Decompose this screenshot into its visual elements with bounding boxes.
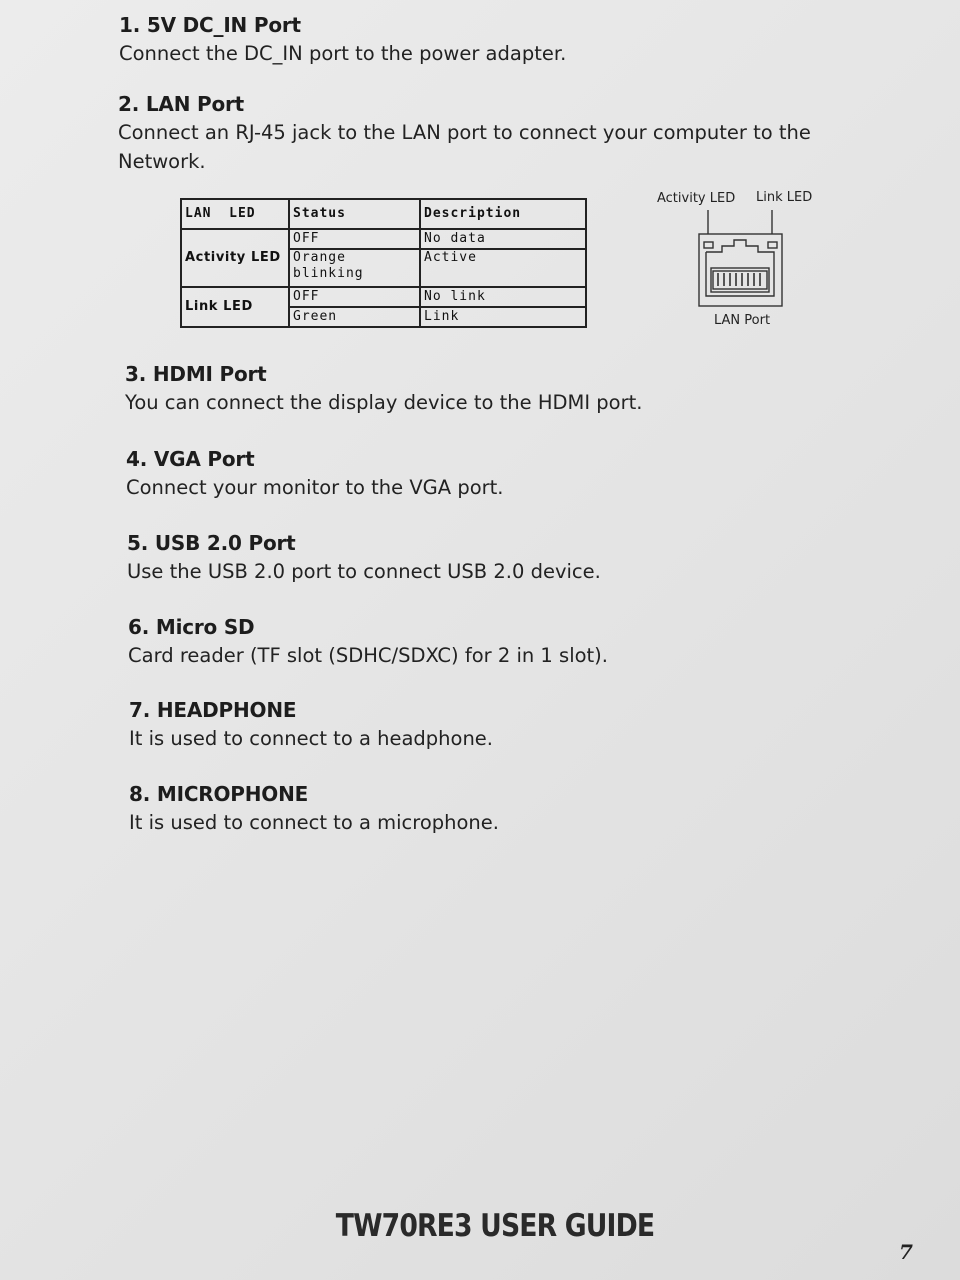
description-cell: No data: [420, 229, 586, 249]
section-body: You can connect the display device to the HDMI port.: [125, 391, 643, 414]
section-usb: [127, 530, 887, 586]
section-title: 1. 5V DC_IN Port: [119, 13, 301, 37]
section-lan: [118, 91, 818, 176]
header-lan-led: LAN LED: [181, 199, 289, 229]
activity-led-caption: Activity LED: [657, 191, 736, 206]
section-title: 7. HEADPHONE: [129, 698, 297, 722]
status-cell: Orange blinking: [289, 249, 420, 287]
header-description: Description: [420, 199, 586, 229]
table-row: [181, 229, 586, 249]
section-body: Connect your monitor to the VGA port.: [126, 476, 504, 499]
section-title: 5. USB 2.0 Port: [127, 531, 296, 555]
section-hdmi: [125, 361, 885, 417]
page-number: 7: [899, 1240, 913, 1264]
table-header-row: [181, 199, 586, 229]
section-microphone: [129, 781, 889, 837]
section-body: It is used to connect to a microphone.: [129, 811, 499, 834]
description-cell: Active: [420, 249, 586, 287]
section-title: 8. MICROPHONE: [129, 782, 309, 806]
section-body: It is used to connect to a headphone.: [129, 727, 493, 750]
section-vga: [126, 446, 886, 502]
activity-led-label: Activity LED: [181, 229, 289, 287]
link-led-label: Link LED: [181, 287, 289, 327]
status-cell: OFF: [289, 229, 420, 249]
table-row: [181, 287, 586, 307]
section-title: 3. HDMI Port: [125, 362, 267, 386]
section-dc-in: [119, 12, 879, 68]
header-status: Status: [289, 199, 420, 229]
lan-port-caption: LAN Port: [714, 313, 771, 328]
section-body: Use the USB 2.0 port to connect USB 2.0 device.: [127, 560, 601, 583]
link-led-caption: Link LED: [756, 190, 813, 205]
section-body: Card reader (TF slot (SDHC/SDXC) for 2 in 1 slot).: [128, 644, 608, 667]
guide-title: TW70RE3 USER GUIDE: [335, 1208, 655, 1244]
section-title: 4. VGA Port: [126, 447, 255, 471]
lan-port-diagram: [640, 186, 820, 336]
section-body: Connect an RJ-45 jack to the LAN port to connect your computer to the Network.: [118, 121, 811, 173]
section-title: 2. LAN Port: [118, 92, 245, 116]
status-cell: OFF: [289, 287, 420, 307]
section-title: 6. Micro SD: [128, 615, 255, 639]
section-micro-sd: [128, 614, 888, 670]
lan-led-table: [180, 198, 587, 328]
description-cell: Link: [420, 307, 586, 327]
status-cell: Green: [289, 307, 420, 327]
section-body: Connect the DC_IN port to the power adapter.: [119, 42, 567, 65]
description-cell: No link: [420, 287, 586, 307]
section-headphone: [129, 697, 889, 753]
